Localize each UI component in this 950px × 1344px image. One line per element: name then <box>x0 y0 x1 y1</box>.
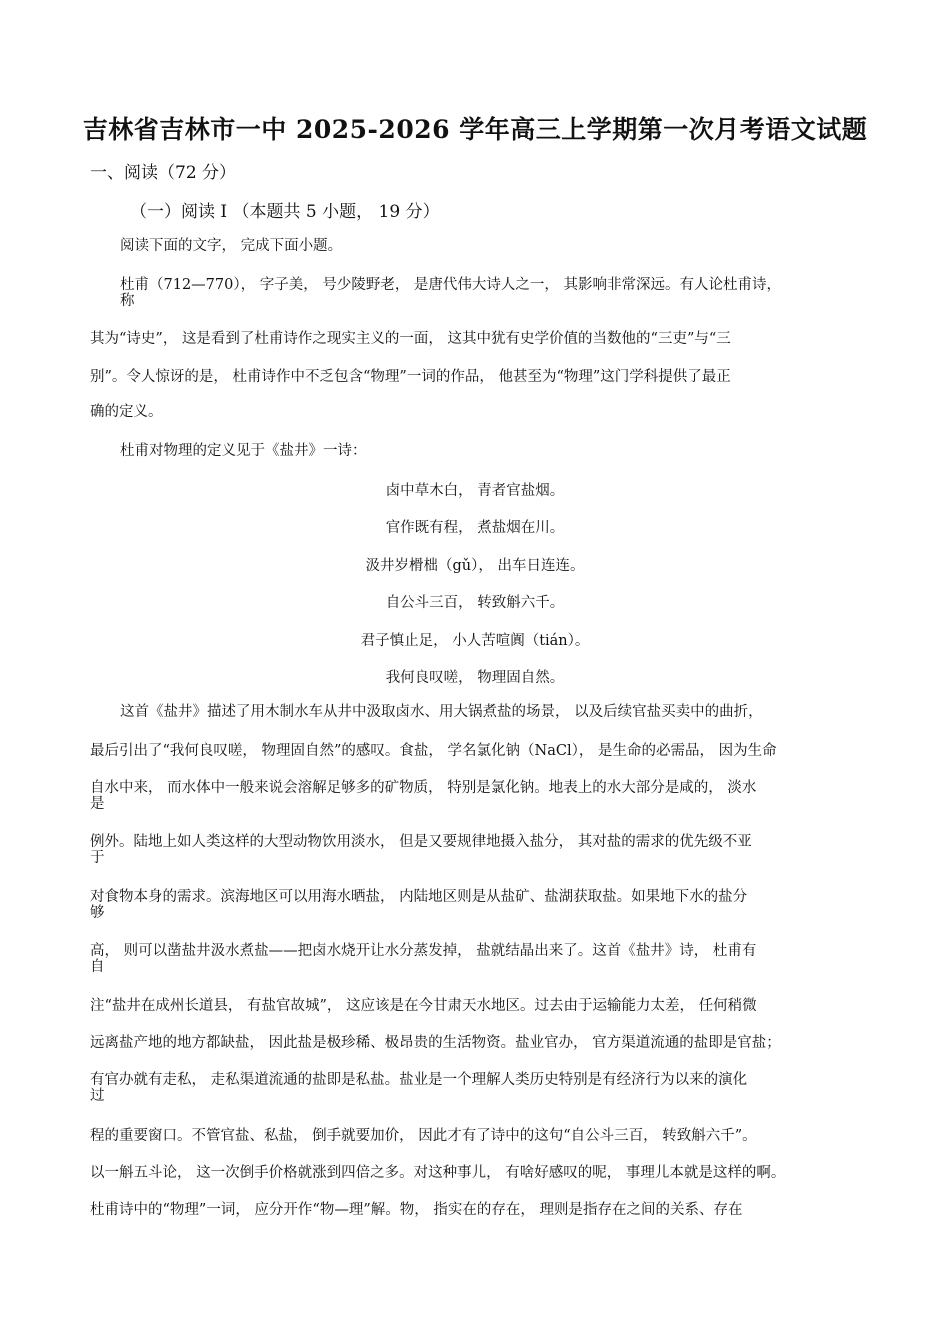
paragraph-line: 自水中来， 而水体中一般来说会溶解足够多的矿物质， 特别是氯化钠。地表上的水大部分是咸的， 淡水 <box>90 780 757 796</box>
poem-line: 自公斗三百， 转致斛六千。 <box>385 595 565 611</box>
paragraph-line: 对食物本身的需求。滨海地区可以用海水晒盐， 内陆地区则是从盐矿、盐湖获取盐。如果地下水的盐分 <box>90 889 748 905</box>
paragraph-line: 够 <box>90 905 105 921</box>
poem-line: 官作既有程， 煮盐烟在川。 <box>385 520 565 536</box>
paragraph-line: 例外。陆地上如人类这样的大型动物饮用淡水， 但是又要规律地摄入盐分， 其对盐的需求的优先级不亚 <box>90 834 752 850</box>
section-heading: 一、阅读（72 分） <box>90 163 237 183</box>
paragraph-line: 杜甫对物理的定义见于《盐井》一诗： <box>120 443 367 459</box>
poem-line: 卤中草木白， 青者官盐烟。 <box>385 483 565 499</box>
paragraph-line: 其为“诗史”， 这是看到了杜甫诗作之现实主义的一面， 这其中犹有史学价值的当数他的“三吏”与“三 <box>90 331 731 347</box>
paragraph-line: 自 <box>90 959 105 975</box>
poem-line: 君子慎止足， 小人苦喧阗（tián）。 <box>360 633 590 649</box>
paragraph-line: 过 <box>90 1088 105 1104</box>
paragraph-line: 远离盐产地的地方都缺盐， 因此盐是极珍稀、极昂贵的生活物资。盐业官办， 官方渠道流通的盐即是官盐； <box>90 1035 781 1051</box>
paragraph-line: 是 <box>90 796 105 812</box>
paragraph-line: 杜甫诗中的“物理”一词， 应分开作“物—理”解。物， 指实在的存在， 理则是指存在之间的关系、存在 <box>90 1202 743 1218</box>
paragraph-line: 有官办就有走私， 走私渠道流通的盐即是私盐。盐业是一个理解人类历史特别是有经济行为以来的演化 <box>90 1072 748 1088</box>
poem-line: 汲井岁榾柮（gǔ）， 出车日连连。 <box>365 558 585 574</box>
paragraph-line: 称 <box>120 293 135 309</box>
paragraph-line: 确的定义。 <box>90 404 163 420</box>
paragraph-line: 别”。令人惊讶的是， 杜甫诗作中不乏包含“物理”一词的作品， 他甚至为“物理”这门学科提供了最正 <box>90 369 731 385</box>
paragraph-line: 注“盐井在成州长道县， 有盐官故城”， 这应该是在今甘肃天水地区。过去由于运输能力太差， 任何稍微 <box>90 998 757 1014</box>
paragraph-line: 最后引出了“我何良叹嗟， 物理固自然”的感叹。食盐， 学名氯化钠（NaCl）， 是生命的必需品， 因为生命 <box>90 743 777 759</box>
paragraph-line: 高， 则可以凿盐井汲水煮盐——把卤水烧开让水分蒸发掉， 盐就结晶出来了。这首《盐井》诗， 杜甫有 <box>90 943 757 959</box>
poem-line: 我何良叹嗟， 物理固自然。 <box>385 670 565 686</box>
paragraph-line: 以一斛五斗论， 这一次倒手价格就涨到四倍之多。对这种事儿， 有啥好感叹的呢， 事理儿本就是这样的啊。 <box>90 1165 786 1181</box>
document-title: 吉林省吉林市一中 2025-2026 学年高三上学期第一次月考语文试题 <box>82 115 868 144</box>
subsection-heading: （一）阅读 I （本题共 5 小题， 19 分） <box>130 202 440 222</box>
paragraph-line: 杜甫（712—770）， 字子美， 号少陵野老， 是唐代伟大诗人之一， 其影响非常深远。有人论杜甫诗， <box>120 277 782 293</box>
paragraph-line: 程的重要窗口。不管官盐、私盐， 倒手就要加价， 因此才有了诗中的这句“自公斗三百， 转致斛六千”。 <box>90 1128 757 1144</box>
paragraph-line: 于 <box>90 850 105 866</box>
instruction-text: 阅读下面的文字， 完成下面小题。 <box>120 238 343 254</box>
paragraph-line: 这首《盐井》描述了用木制水车从井中汲取卤水、用大锅煮盐的场景， 以及后续官盐买卖中的曲折， <box>120 704 763 720</box>
